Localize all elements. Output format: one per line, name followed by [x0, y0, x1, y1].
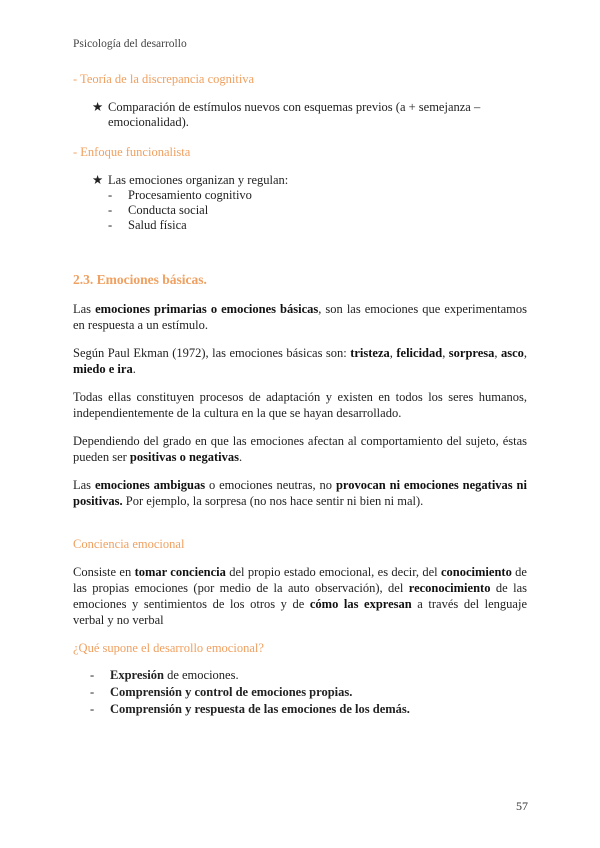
paragraph-positivas	[73, 433, 527, 465]
text: de las emociones y sentimientos de los otros y de	[73, 581, 527, 611]
text: Las	[73, 478, 95, 492]
function-list	[108, 188, 512, 233]
bullet-organizan	[92, 173, 512, 233]
list-item: - Conducta social	[108, 203, 512, 218]
subheading-funcionalista: - Enfoque funcionalista	[73, 145, 191, 159]
list-item	[90, 701, 410, 718]
text: , son las emociones que experimentamos en respuesta a un estímulo.	[73, 302, 527, 332]
bold-term: felicidad	[396, 346, 443, 360]
bold-term: cómo las expresan	[309, 597, 412, 611]
text: de emociones.	[163, 668, 239, 682]
text: Por ejemplo, la sorpresa (no nos hace sentir ni bien ni mal).	[122, 494, 424, 508]
bold-term: miedo e ira	[73, 362, 133, 376]
paragraph-conciencia	[73, 564, 527, 628]
text: Dependiendo del grado en que las emociones afectan al comportamiento del sujeto, éstas pueden ser	[73, 434, 527, 464]
text: a través del lenguaje verbal y no verbal	[73, 597, 527, 627]
text: ,	[494, 346, 501, 360]
text: ,	[389, 346, 397, 360]
bold-term: provocan ni emociones negativas ni positivas.	[73, 478, 527, 508]
running-header: Psicología del desarrollo	[73, 38, 187, 50]
paragraph-ekman	[73, 345, 527, 377]
text: Las	[73, 302, 96, 316]
bold-term: emociones primarias o emociones básicas	[95, 302, 319, 316]
list-item	[90, 684, 410, 701]
text: .	[238, 450, 243, 464]
list-item: - Salud física	[108, 218, 512, 233]
page-number: 57	[516, 799, 528, 813]
bold-term: positivas o negativas	[129, 450, 239, 464]
desarrollo-list	[90, 667, 410, 718]
bold-term: tomar conciencia	[134, 565, 226, 579]
paragraph-ambiguas	[73, 477, 527, 509]
text: ,	[442, 346, 449, 360]
star-icon: ★	[92, 100, 104, 114]
text: .	[132, 362, 136, 376]
bullet-comparacion	[92, 100, 512, 130]
text: Según Paul Ekman (1972), las emociones básicas son:	[73, 346, 351, 360]
text: ,	[523, 346, 528, 360]
bold-term: sorpresa	[448, 346, 495, 360]
section-title: 2.3. Emociones básicas.	[73, 272, 207, 287]
bold-term: conocimiento	[441, 565, 512, 579]
bold-term: Expresión	[110, 668, 164, 682]
subheading-discrepancia: - Teoría de la discrepancia cognitiva	[73, 72, 255, 86]
bullet-text: Comparación de estímulos nuevos con esquemas previos (a + semejanza – emocionalidad).	[108, 100, 481, 129]
text: de las propias emociones (por medio de la auto observación), del	[73, 565, 527, 595]
paragraph-adaptacion: Todas ellas constituyen procesos de adaptación y existen en todos los seres humanos, independientemente de la cultura en la que se hayan desarrollado.	[73, 390, 527, 420]
list-item: - Procesamiento cognitivo	[108, 188, 512, 203]
list-item	[90, 667, 410, 684]
text: Consiste en	[73, 565, 135, 579]
bold-term: reconocimiento	[408, 581, 491, 595]
bold-term: tristeza	[350, 346, 390, 360]
bold-term: emociones ambiguas	[94, 478, 206, 492]
subheading-desarrollo: ¿Qué supone el desarrollo emocional?	[73, 641, 264, 655]
bold-term: Comprensión y respuesta de las emociones de los demás.	[110, 702, 410, 716]
bold-term: asco	[500, 346, 524, 360]
bold-term: Comprensión y control de emociones propias.	[110, 685, 353, 699]
text: del propio estado emocional, es decir, del	[225, 565, 441, 579]
star-icon: ★	[92, 173, 104, 187]
subheading-conciencia: Conciencia emocional	[73, 537, 185, 551]
text: o emociones neutras, no	[205, 478, 336, 492]
bullet-text: Las emociones organizan y regulan:	[108, 173, 289, 187]
paragraph-primarias	[73, 301, 527, 333]
